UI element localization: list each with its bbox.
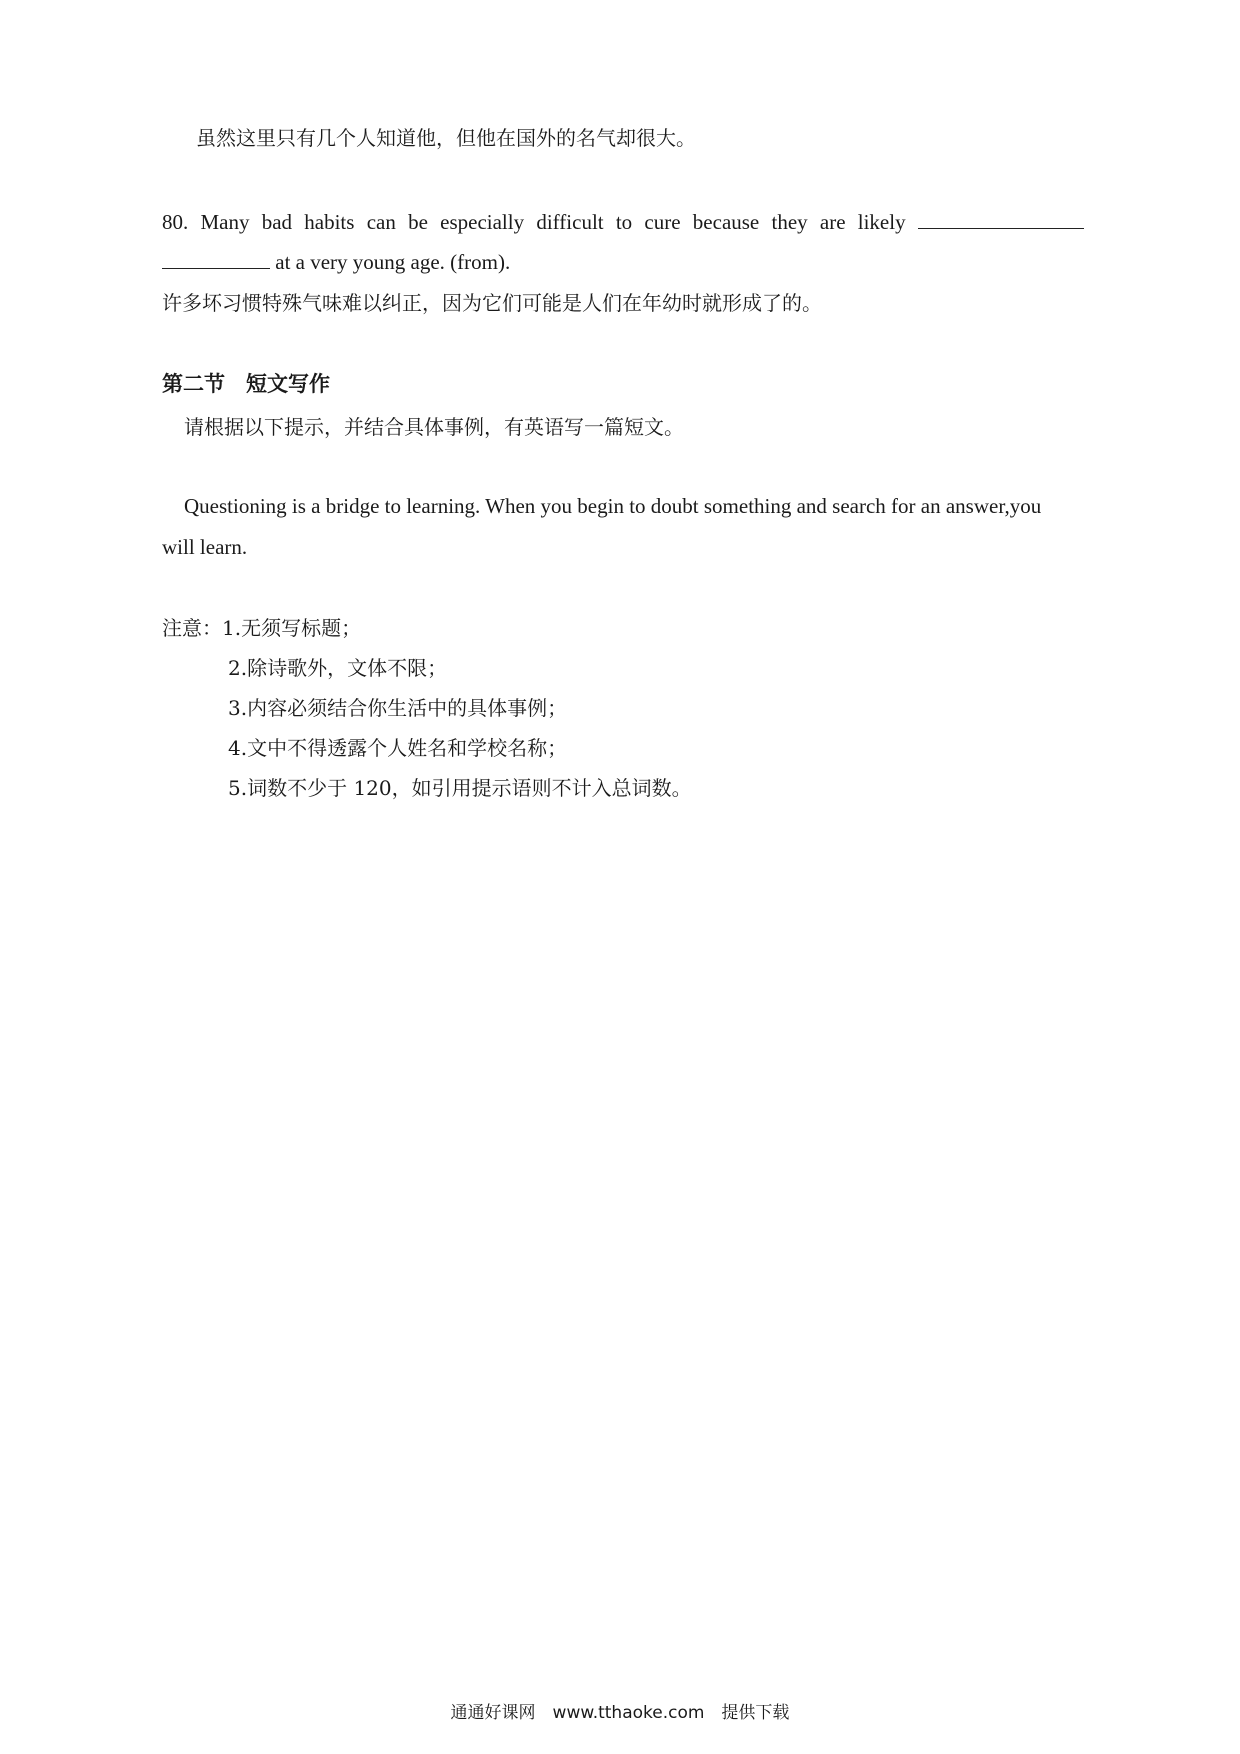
section-title: 第二节 短文写作 [162,372,330,396]
notes-label: 注意： [162,616,222,640]
q80-word: habits [304,210,355,234]
q80-word: likely [857,210,906,234]
q80-word: Many [200,210,250,234]
q80-word: to [615,210,633,234]
question-80-line2-text: at a very young age. (from). [275,250,511,274]
answer-blank-1[interactable] [918,208,1084,229]
note-item: 4.文中不得透露个人姓名和学校名称； [228,736,568,760]
q80-word: 80. [162,210,189,234]
note-item: 1.无须写标题； [222,616,362,640]
question-80-line1 [162,208,1084,236]
q80-word: are [819,210,846,234]
q80-word: be [408,210,428,234]
question-80-line2 [162,248,510,276]
translation-80: 许多坏习惯特殊气味难以纠正，因为它们可能是人们在年幼时就形成了的。 [162,291,822,315]
page-footer: 通通好课网 www.tthaoke.com 提供下载 [450,1703,790,1723]
q80-word: bad [261,210,293,234]
note-item: 2.除诗歌外，文体不限； [228,656,448,680]
q80-word: especially [440,210,525,234]
q80-word: because [692,210,760,234]
note-item: 3.内容必须结合你生活中的具体事例； [228,696,568,720]
writing-prompt-line1: Questioning is a bridge to learning. When you begin to doubt something and search for an answer,you [184,494,1042,518]
q80-word: can [366,210,396,234]
q80-word: they [771,210,808,234]
note-item: 5.词数不少于 120，如引用提示语则不计入总词数。 [228,776,692,800]
q80-word: difficult [536,210,604,234]
translation-79: 虽然这里只有几个人知道他，但他在国外的名气却很大。 [196,126,696,150]
notes-block [162,614,361,642]
answer-blank-2[interactable] [162,248,270,269]
section-instruction: 请根据以下提示，并结合具体事例，有英语写一篇短文。 [184,415,684,439]
q80-word: cure [644,210,681,234]
writing-prompt-line2: will learn. [162,535,248,559]
